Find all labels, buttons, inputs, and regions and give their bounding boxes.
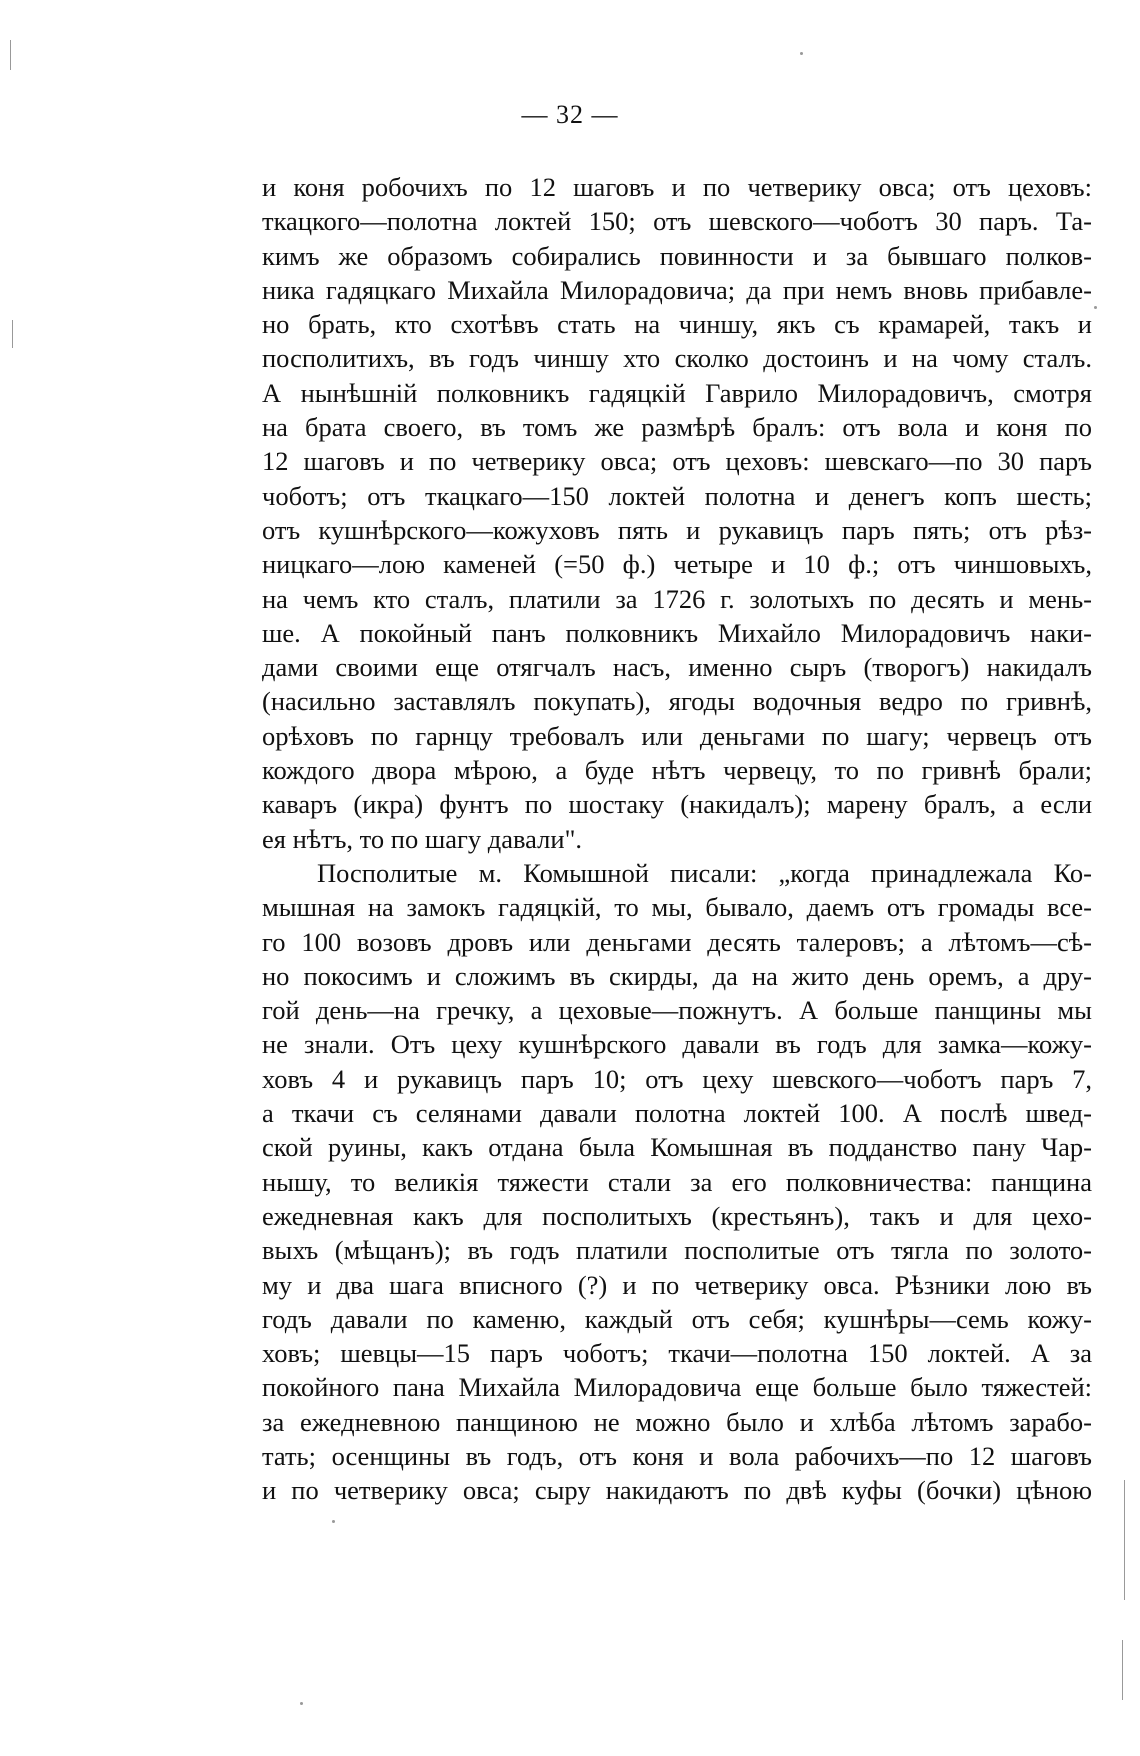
text-line: ховъ 4 и рукавицъ паръ 10; отъ цеху шевского—чоботъ паръ 7, [262, 1063, 1092, 1094]
text-line: посполитихъ, въ годъ чиншу хто сколко достоинъ и на чому сталъ. [262, 343, 1092, 374]
text-line: и коня робочихъ по 12 шаговъ и по четверику овса; отъ цеховъ: [262, 172, 1092, 202]
text-line: на чемъ кто сталъ, платили за 1726 г. золотыхъ по десять и мень- [262, 583, 1092, 614]
text-line: за ежедневною панщиною не можно было и хлѣба лѣтомъ зарабо- [262, 1406, 1092, 1437]
text-line: ховъ; шевцы—15 паръ чоботъ; ткачи—полотна 150 локтей. А за [262, 1338, 1092, 1369]
text-line: орѣховъ по гарнцу требовалъ или деньгами по шагу; червецъ отъ [262, 720, 1092, 751]
text-line: кождого двора мѣрою, а буде нѣтъ червецу, то по гривнѣ брали; [262, 755, 1092, 786]
text-line: ежедневная какъ для посполитыхъ (крестьянъ), такъ и для цехо- [262, 1200, 1092, 1231]
text-line: а ткачи съ селянами давали полотна локтей 100. А послѣ швед- [262, 1098, 1092, 1129]
scan-edge-mark [1124, 1480, 1125, 1600]
text-line: ше. А покойный панъ полковникъ Михайло Милорадовичъ наки- [262, 617, 1092, 648]
text-line: отъ кушнѣрского—кожуховъ пять и рукавицъ паръ пять; отъ рѣз- [262, 514, 1092, 545]
text-line: А нынѣшній полковникъ гадяцкій Гаврило Милорадовичъ, смотря [262, 377, 1092, 408]
text-line: гой день—на гречку, а цеховые—пожнутъ. А больше панщины мы [262, 995, 1092, 1026]
text-line: го 100 возовъ дровъ или деньгами десять талеровъ; а лѣтомъ—сѣ- [262, 926, 1092, 957]
text-line: на брата своего, въ томъ же размѣрѣ бралъ: отъ вола и коня по [262, 412, 1092, 443]
page-number: — 32 — [521, 100, 619, 129]
text-line: покойного пана Михайла Милорадовича еще больше было тяжестей: [262, 1372, 1092, 1403]
text-line: (насильно заставлялъ покупать), ягоды водочныя ведро по гривнѣ, [262, 686, 1092, 717]
text-line: дами своими еще отягчалъ насъ, именно сыръ (творогъ) накидалъ [262, 652, 1092, 683]
text-line: ника гадяцкаго Михайла Милорадовича; да при немъ вновь прибавле- [262, 274, 1092, 305]
text-line: годъ давали по каменю, каждый отъ себя; кушнѣры—семь кожу- [262, 1303, 1092, 1334]
scan-dot [332, 1520, 335, 1523]
scan-edge-mark [12, 320, 13, 348]
paragraph-1 [262, 170, 1092, 856]
text-line: ской руины, какъ отдана была Комышная въ подданство пану Чар- [262, 1132, 1092, 1163]
scan-dot [800, 52, 803, 55]
text-line: чоботъ; отъ ткацкаго—150 локтей полотна и денегъ копъ шесть; [262, 480, 1092, 511]
text-line: и по четверику овса; сыру накидаютъ по двѣ куфы (бочки) цѣною [262, 1475, 1092, 1506]
text-line: но покосимъ и сложимъ въ скирды, да на жито день оремъ, а дру- [262, 960, 1092, 991]
text-line: му и два шага вписного (?) и по четверику овса. Рѣзники лою въ [262, 1269, 1092, 1300]
text-line: Посполитые м. Комышной писали: „когда принадлежала Ко- [317, 857, 1092, 888]
text-line: каваръ (икра) фунтъ по шостаку (накидалъ); марену бралъ, а если [262, 789, 1092, 820]
body-text [262, 170, 1092, 1508]
text-line: кимъ же образомъ собирались повинности и за бывшаго полков- [262, 240, 1092, 271]
text-line: 12 шаговъ и по четверику овса; отъ цеховъ: шевскаго—по 30 паръ [262, 446, 1092, 477]
text-line: выхъ (мѣщанъ); въ годъ платили посполитые отъ тягла по золото- [262, 1235, 1092, 1266]
text-line: нышу, то великія тяжести стали за его полковничества: панщина [262, 1166, 1092, 1197]
text-line: но брать, кто схотѣвъ стать на чиншу, якъ съ крамарей, такъ и [262, 309, 1092, 340]
text-line: мышная на замокъ гадяцкій, то мы, бывало, даемъ отъ громады все- [262, 892, 1092, 923]
text-line: ея нѣтъ, то по шагу давали". [262, 823, 583, 854]
scan-dot [300, 1702, 303, 1705]
text-line: ткацкого—полотна локтей 150; отъ шевского—чоботъ 30 паръ. Та- [262, 206, 1092, 237]
scan-edge-mark [10, 40, 11, 70]
text-line: тать; осенщины въ годъ, отъ коня и вола рабочихъ—по 12 шаговъ [262, 1440, 1092, 1471]
text-line: не знали. Отъ цеху кушнѣрского давали въ годъ для замка—кожу- [262, 1029, 1092, 1060]
text-line: ницкаго—лою каменей (=50 ф.) четыре и 10 ф.; отъ чиншовыхъ, [262, 549, 1092, 580]
scan-edge-mark [1122, 1640, 1123, 1700]
paragraph-2 [262, 856, 1092, 1508]
scan-dot [1094, 306, 1097, 309]
